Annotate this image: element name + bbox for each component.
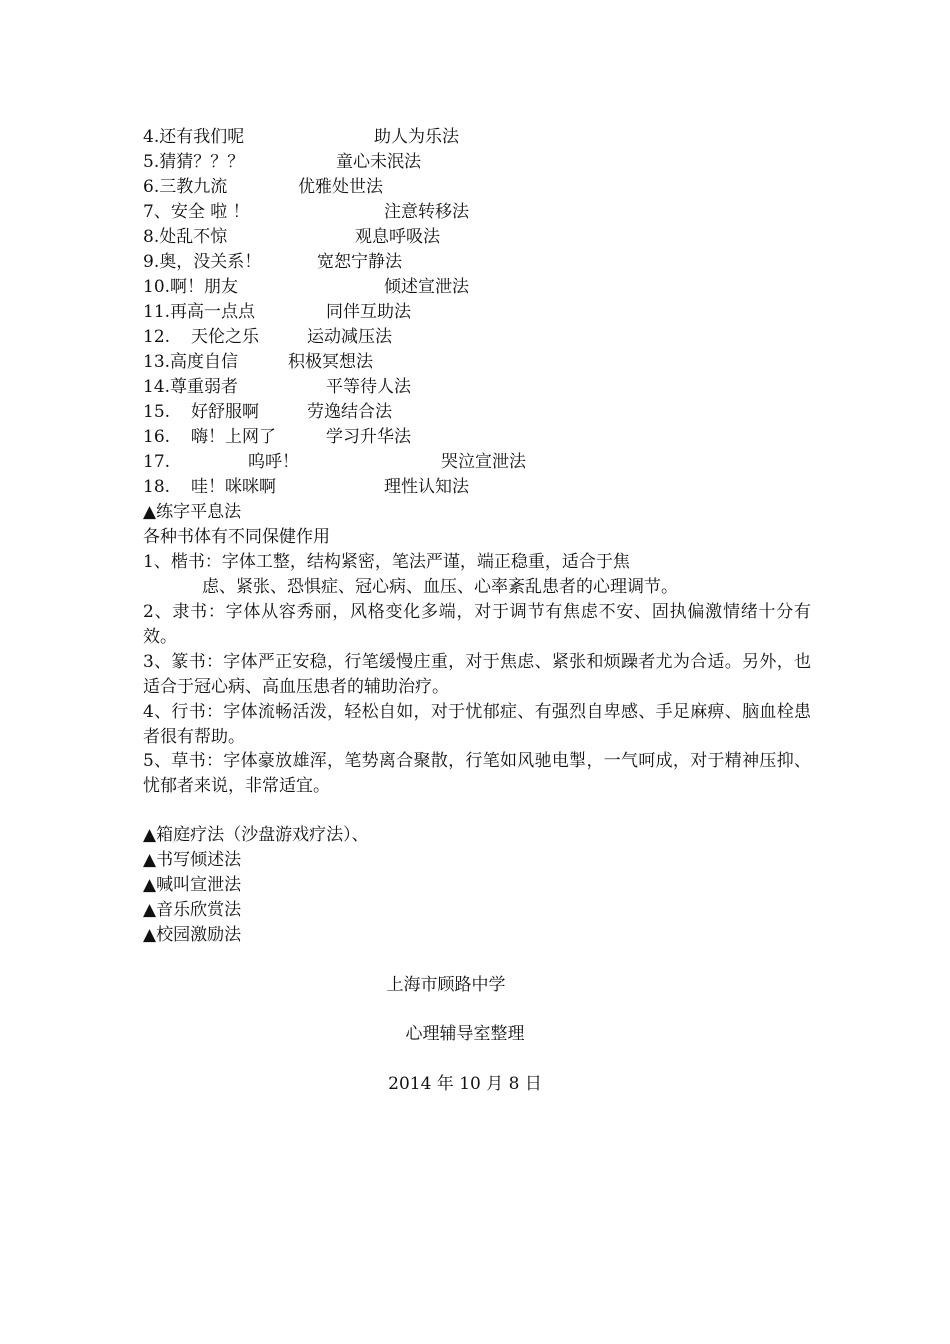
method-technique: 哭泣宣泄法 <box>441 452 526 472</box>
method-number: 6. <box>143 177 160 197</box>
method-number: 11. <box>143 302 171 322</box>
other-method-item: ▲校园激励法 <box>143 925 242 945</box>
method-title: 好舒服啊 <box>191 402 260 422</box>
method-technique: 学习升华法 <box>326 427 411 447</box>
document-date: 2014 年 10 月 8 日 <box>388 1074 542 1094</box>
method-technique: 助人为乐法 <box>374 127 459 147</box>
method-technique: 运动减压法 <box>307 327 392 347</box>
method-title: 天伦之乐 <box>191 327 260 347</box>
method-number: 4. <box>143 127 160 147</box>
method-title: 安全 啦 ！ <box>170 202 250 222</box>
calligraphy-item: 4、行书：字体流畅活泼，轻松自如，对于忧郁症、有强烈自卑感、手足麻痹、脑血栓患者很有帮助。 <box>143 702 811 747</box>
school-name: 上海市顾路中学 <box>386 975 506 995</box>
method-item <box>143 426 411 448</box>
section-heading: ▲练字平息法 <box>143 502 242 522</box>
method-item <box>143 401 392 423</box>
other-method-item: ▲音乐欣赏法 <box>143 900 242 920</box>
method-technique: 同伴互助法 <box>326 302 411 322</box>
method-number: 7、 <box>143 202 171 222</box>
method-title: 啊！朋友 <box>170 277 239 297</box>
method-item <box>143 226 440 248</box>
method-item <box>143 276 469 298</box>
method-number: 17. <box>143 452 171 472</box>
other-method-item: ▲喊叫宣泄法 <box>143 875 242 895</box>
method-number: 5. <box>143 152 160 172</box>
calligraphy-item: 3、篆书：字体严正安稳，行笔缓慢庄重，对于焦虑、紧张和烦躁者尤为合适。另外，也适合于冠心病、高血压患者的辅助治疗。 <box>143 652 811 697</box>
method-number: 9. <box>143 252 160 272</box>
other-method-item: ▲书写倾述法 <box>143 850 242 870</box>
method-number: 16. <box>143 427 171 447</box>
method-item <box>143 451 526 473</box>
method-title: 还有我们呢 <box>159 127 245 147</box>
method-title: 嗨！上网了 <box>191 427 277 447</box>
method-item <box>143 126 459 148</box>
method-title: 三教九流 <box>159 177 228 197</box>
method-technique: 优雅处世法 <box>298 177 383 197</box>
method-title: 奥，没关系！ <box>159 252 262 272</box>
method-item <box>143 301 411 323</box>
method-title: 尊重弱者 <box>170 377 239 397</box>
method-technique: 宽恕宁静法 <box>317 252 402 272</box>
method-title: 呜呼！ <box>248 452 300 472</box>
method-technique: 理性认知法 <box>384 477 469 497</box>
method-technique: 积极冥想法 <box>288 352 373 372</box>
method-title: 再高一点点 <box>170 302 256 322</box>
method-technique: 平等待人法 <box>326 377 411 397</box>
method-title: 哇！咪咪啊 <box>191 477 277 497</box>
method-item <box>143 476 469 498</box>
calligraphy-item: 1、楷书：字体工整，结构紧密，笔法严谨，端正稳重，适合于焦 <box>143 552 630 572</box>
method-technique: 劳逸结合法 <box>307 402 392 422</box>
method-number: 10. <box>143 277 171 297</box>
method-technique: 观息呼吸法 <box>355 227 440 247</box>
method-technique: 注意转移法 <box>384 202 469 222</box>
method-title: 高度自信 <box>170 352 239 372</box>
method-number: 12. <box>143 327 171 347</box>
section-intro: 各种书体有不同保健作用 <box>143 527 330 547</box>
method-number: 14. <box>143 377 171 397</box>
method-item <box>143 326 392 348</box>
method-item <box>143 151 421 173</box>
calligraphy-item: 2、隶书：字体从容秀丽，风格变化多端，对于调节有焦虑不安、固执偏激情绪十分有效。 <box>143 602 811 647</box>
method-technique: 倾述宣泄法 <box>384 277 469 297</box>
calligraphy-item-continuation: 虑、紧张、恐惧症、冠心病、血压、心率紊乱患者的心理调节。 <box>202 577 678 597</box>
calligraphy-item: 5、草书：字体豪放雄浑，笔势离合聚散，行笔如风驰电掣，一气呵成，对于精神压抑、忧郁者来说，非常适宜。 <box>143 751 811 796</box>
method-technique: 童心未泯法 <box>336 152 421 172</box>
method-title: 猜猜？？？ <box>159 152 245 172</box>
method-number: 13. <box>143 352 171 372</box>
method-item <box>143 351 373 373</box>
method-title: 处乱不惊 <box>159 227 228 247</box>
method-number: 15. <box>143 402 171 422</box>
method-number: 8. <box>143 227 160 247</box>
other-method-item: ▲箱庭疗法（沙盘游戏疗法）、 <box>143 825 369 845</box>
method-item <box>143 251 402 273</box>
method-item <box>143 201 469 223</box>
method-number: 18. <box>143 477 171 497</box>
method-item <box>143 176 383 198</box>
method-item <box>143 376 411 398</box>
office-name: 心理辅导室整理 <box>405 1024 525 1044</box>
